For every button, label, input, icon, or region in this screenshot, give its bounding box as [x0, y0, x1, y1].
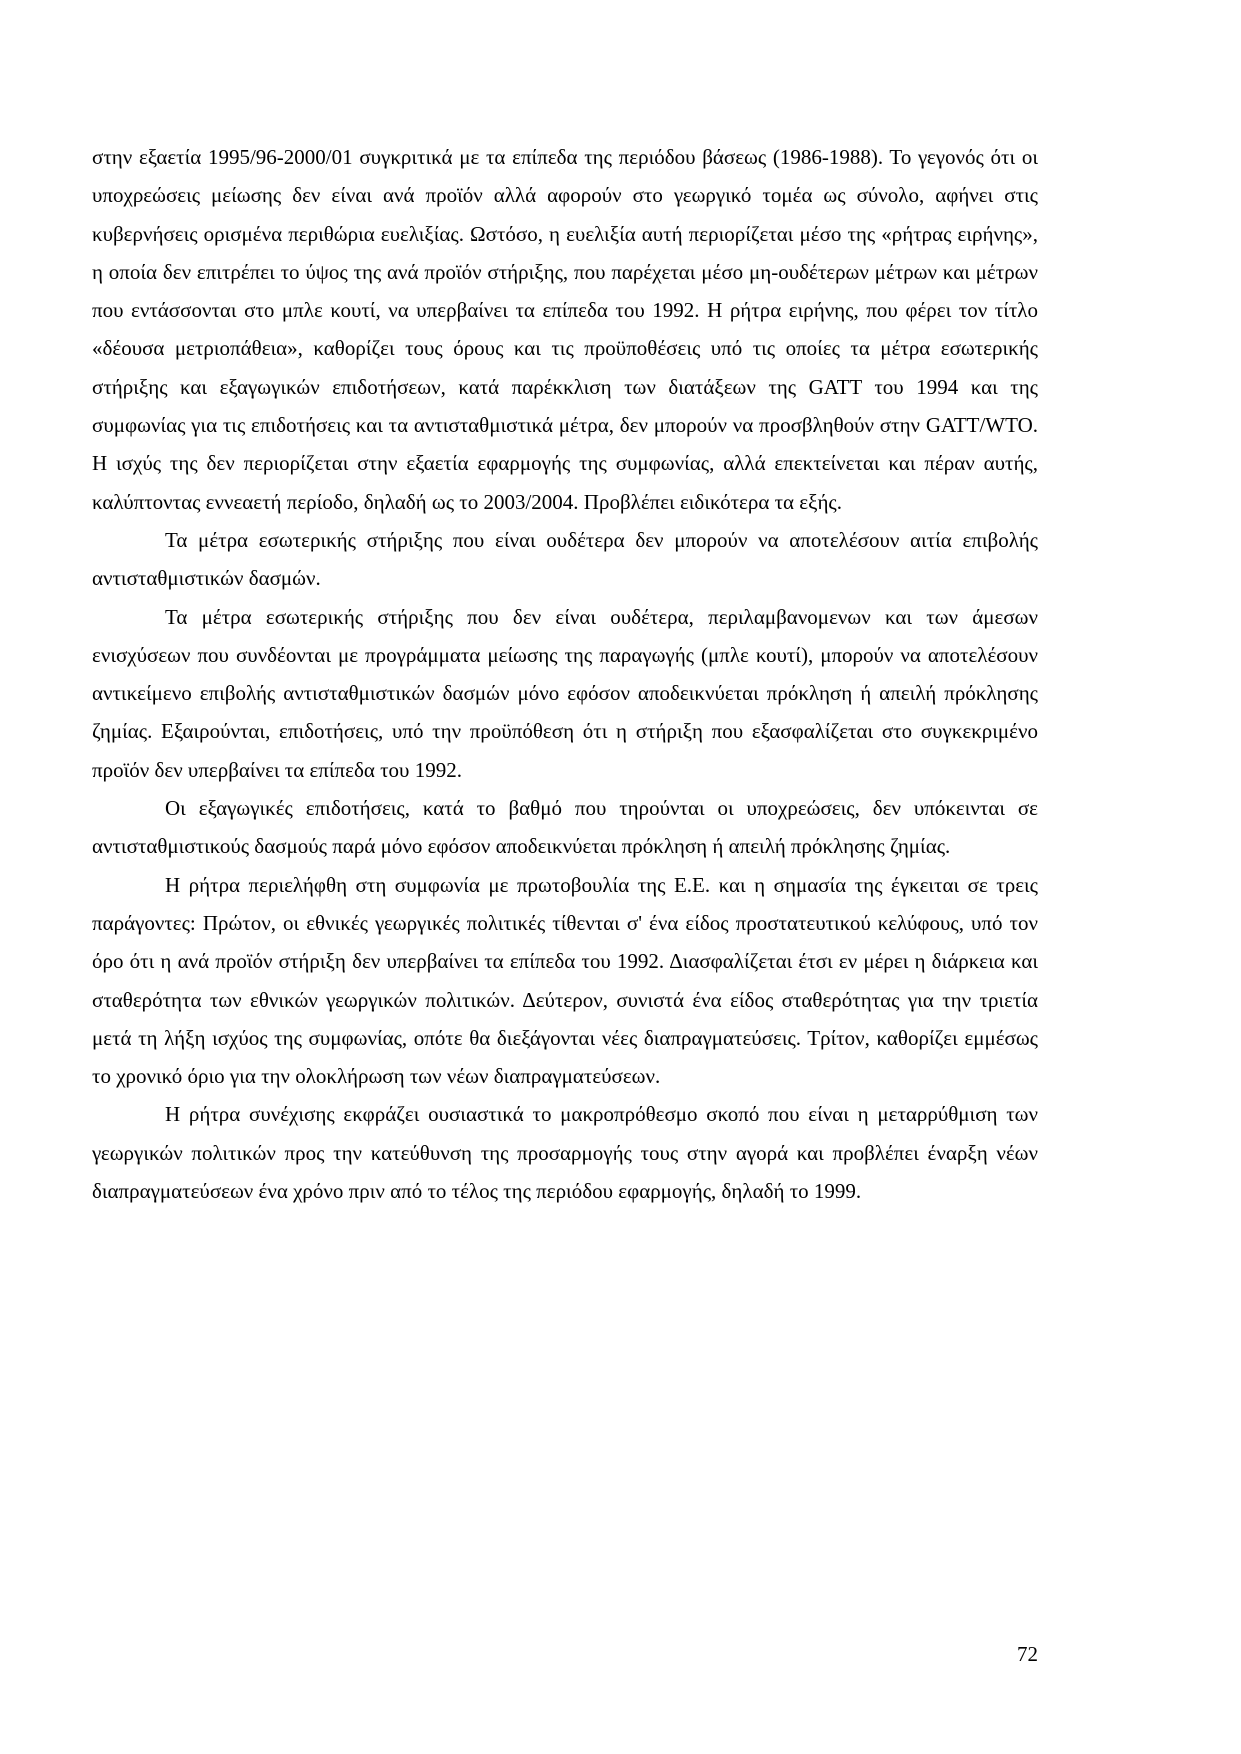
paragraph-export-subsidies: Οι εξαγωγικές επιδοτήσεις, κατά το βαθμό που τηρούνται οι υποχρεώσεις, δεν υπόκεινται σε αντισταθμιστικούς δασμούς παρά μόνο εφόσον αποδεικνύεται πρόκληση ή απειλή πρόκλησης ζημίας. — [92, 796, 1038, 859]
paragraph-continuation: στην εξαετία 1995/96-2000/01 συγκριτικά με τα επίπεδα της περιόδου βάσεως (1986-1988). Το γεγονός ότι οι υποχρεώσεις μείωσης δεν είναι ανά προϊόν αλλά αφορούν στο γεωργικό τομέα ως σύνολο, αφήνει στις κυβερνήσεις ορισμένα περιθώρια ευελιξίας. Ωστόσο, η ευελιξία αυτή περιορίζεται μέσο της «ρήτρας ειρήνης», η οποία δεν επιτρέπει το ύψος της ανά προϊόν στήριξης, που παρέχεται μέσο μη-ουδέτερων μέτρων και μέτρων που εντάσσονται στο μπλε κουτί, να υπερβαίνει τα επίπεδα του 1992. Η ρήτρα ειρήνης, που φέρει τον τίτλο «δέουσα μετριοπάθεια», καθορίζει τους όρους και τις προϋποθέσεις υπό τις οποίες τα μέτρα εσωτερικής στήριξης και εξαγωγικών επιδοτήσεων, κατά παρέκκλιση των διατάξεων της GATT του 1994 και της συμφωνίας για τις επιδοτήσεις και τα αντισταθμιστικά μέτρα, δεν μπορούν να προσβληθούν στην GATT/WTO. Η ισχύς της δεν περιορίζεται στην εξαετία εφαρμογής της συμφωνίας, αλλά επεκτείνεται και πέραν αυτής, καλύπτοντας εννεαετή περίοδο, δηλαδή ως το 2003/2004. Προβλέπει ειδικότερα τα εξής. — [92, 145, 1038, 514]
paragraph-neutral-measures: Τα μέτρα εσωτερικής στήριξης που είναι ουδέτερα δεν μπορούν να αποτελέσουν αιτία επιβολής αντισταθμιστικών δασμών. — [92, 527, 1038, 591]
paragraph-non-neutral-measures: Τα μέτρα εσωτερικής στήριξης που δεν είναι ουδέτερα, περιλαμβανομενων και των άμεσων ενισχύσεων που συνδέονται με προγράμματα μείωσης της παραγωγής (μπλε κουτί), μπορούν να αποτελέσουν αντικείμενο επιβολής αντισταθμιστικών δασμών μόνο εφόσον αποδεικνύεται πρόκληση ή απειλή πρόκλησης ζημίας. Εξαιρούνται, επιδοτήσεις, υπό την προϋπόθεση ότι η στήριξη που εξασφαλίζεται στο συγκεκριμένο προϊόν δεν υπερβαίνει τα επίπεδα του 1992. — [92, 604, 1038, 782]
document-body — [92, 138, 1038, 1210]
paragraph-continuation-clause: Η ρήτρα συνέχισης εκφράζει ουσιαστικά το μακροπρόθεσμο σκοπό που είναι η μεταρρύθμιση των γεωργικών πολιτικών προς την κατεύθυνση της προσαρμογής τους στην αγορά και προβλέπει έναρξη νέων διαπραγματεύσεων ένα χρόνο πριν από το τέλος της περιόδου εφαρμογής, δηλαδή το 1999. — [92, 1102, 1038, 1204]
page-number: 72 — [1017, 1642, 1038, 1666]
paragraph-peace-clause: Η ρήτρα περιελήφθη στη συμφωνία με πρωτοβουλία της Ε.Ε. και η σημασία της έγκειται σε τρεις παράγοντες: Πρώτον, οι εθνικές γεωργικές πολιτικές τίθενται σ' ένα είδος προστατευτικού κελύφους, υπό τον όρο ότι η ανά προϊόν στήριξη δεν υπερβαίνει τα επίπεδα του 1992. Διασφαλίζεται έτσι εν μέρει η διάρκεια και σταθερότητα των εθνικών γεωργικών πολιτικών. Δεύτερον, συνιστά ένα είδος σταθερότητας για την τριετία μετά τη λήξη ισχύος της συμφωνίας, οπότε θα διεξάγονται νέες διαπραγματεύσεις. Τρίτον, καθορίζει εμμέσως το χρονικό όριο για την ολοκλήρωση των νέων διαπραγματεύσεων. — [92, 872, 1038, 1089]
